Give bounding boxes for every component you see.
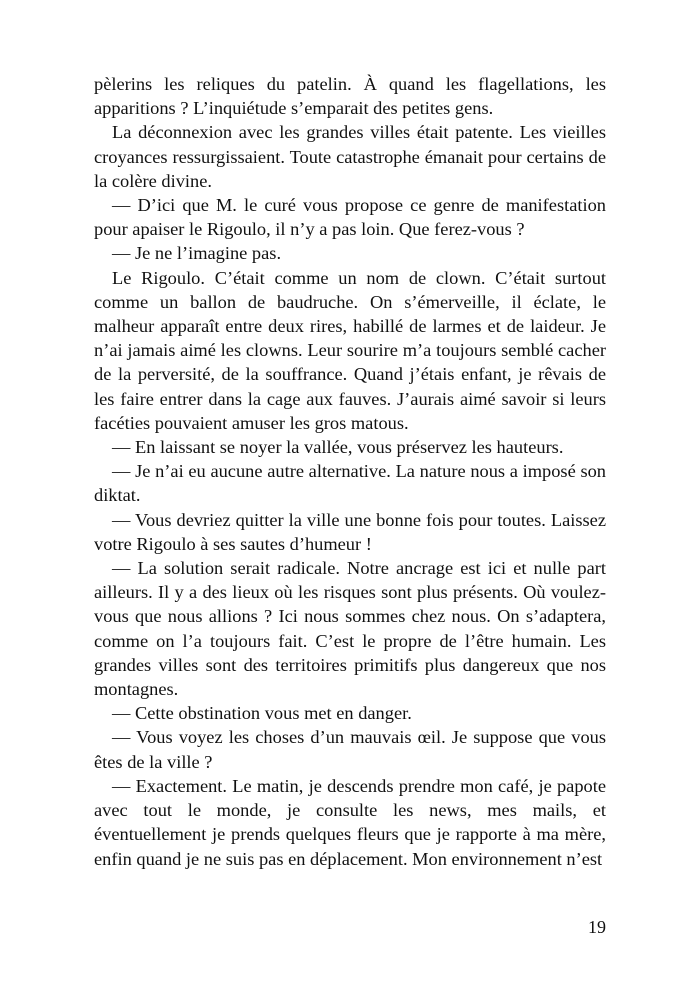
paragraph-dialogue: — En laissant se noyer la vallée, vous préservez les hauteurs. xyxy=(112,437,564,458)
paragraph-dialogue: — Je ne l’imagine pas. xyxy=(112,243,282,264)
page-body xyxy=(94,72,606,932)
page-number: 19 xyxy=(588,917,606,937)
paragraph-narration: La déconnexion avec les grandes villes était patente. Les vieilles croyances ressurgissaient. Toute catastrophe émanait pour certains de la colère divine. xyxy=(94,122,606,191)
paragraph-dialogue: — Vous devriez quitter la ville une bonne fois pour toutes. Laissez votre Rigoulo à ses sautes d’humeur ! xyxy=(94,509,606,554)
paragraph-dialogue: — Vous voyez les choses d’un mauvais œil. Je suppose que vous êtes de la ville ? xyxy=(94,727,606,772)
paragraph-dialogue: — La solution serait radicale. Notre ancrage est ici et nulle part ailleurs. Il y a des lieux où les risques sont plus présents. Où voulez-vous que nous allions ? Ici nous sommes chez nous. On s’adaptera, comme on l’a toujours fait. C’est le propre de l’être humain. Les grandes villes sont des territoires primitifs plus dangereux que nos montagnes. xyxy=(94,558,606,700)
paragraph-dialogue: — Cette obstination vous met en danger. xyxy=(112,703,412,724)
paragraph-continuation: pèlerins les reliques du patelin. À quand les flagellations, les apparitions ? L’inquiétude s’emparait des petites gens. xyxy=(94,74,606,119)
paragraph-narration: Le Rigoulo. C’était comme un nom de clown. C’était surtout comme un ballon de baudruche. On s’émerveille, il éclate, le malheur apparaît entre deux rires, habillé de larmes et de laideur. Je n’ai jamais aimé les clowns. Leur sourire m’a toujours semblé cacher de la perversité, de la souffrance. Quand j’étais enfant, je rêvais de les faire entrer dans la cage aux fauves. J’aurais aimé savoir si leurs facéties pouvaient amuser les gros matous. xyxy=(94,267,606,433)
paragraph-dialogue: — Exactement. Le matin, je descends prendre mon café, je papote avec tout le monde, je consulte les news, mes mails, et éventuellement je prends quelques fleurs que je rapporte à ma mère, enfin quand je ne suis pas en déplacement. Mon environnement n’est xyxy=(94,775,606,869)
paragraph-dialogue: — D’ici que M. le curé vous propose ce genre de manifestation pour apaiser le Rigoulo, il n’y a pas loin. Que ferez-vous ? xyxy=(94,195,606,240)
paragraph-dialogue: — Je n’ai eu aucune autre alternative. La nature nous a imposé son diktat. xyxy=(94,461,606,506)
